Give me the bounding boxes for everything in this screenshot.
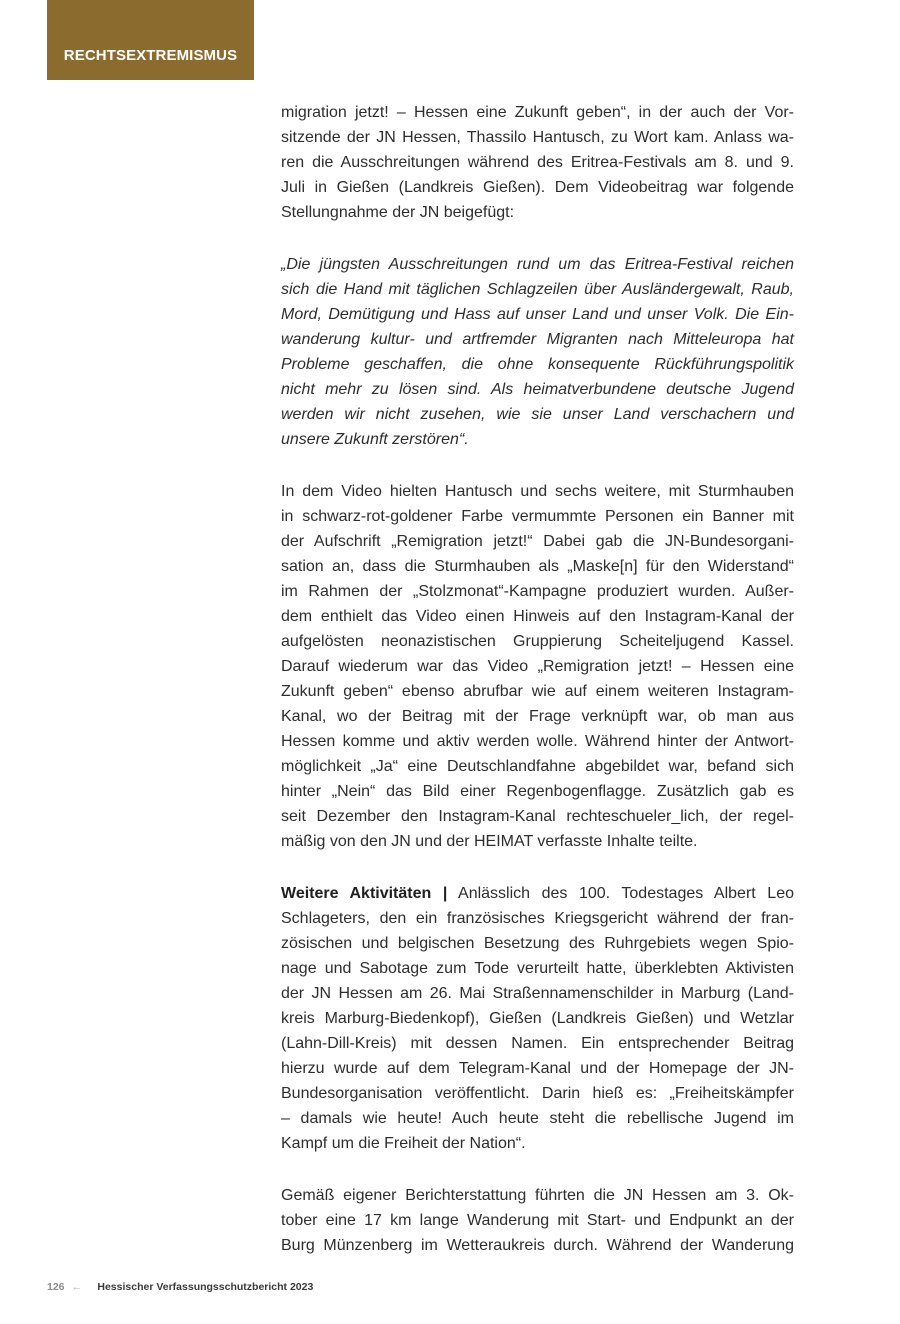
text-line: Gemäß eigener Berichterstattung führten die JN Hessen am 3. Ok- [281, 1187, 794, 1204]
page-footer [47, 1279, 313, 1295]
text-line: zösischen und belgischen Besetzung des Ruhrgebiets wegen Spio- [281, 935, 794, 952]
quote-line: Probleme geschaffen, die ohne konsequente Rückführungspolitik [281, 356, 794, 373]
text-line: Burg Münzenberg im Wetteraukreis durch. Während der Wanderung [281, 1237, 794, 1254]
quote-line: Mord, Demütigung und Hass auf unser Land und unser Volk. Die Ein- [281, 306, 794, 323]
text-line: tober eine 17 km lange Wanderung mit Start- und Endpunkt an der [281, 1212, 794, 1229]
text-line: sitzende der JN Hessen, Thassilo Hantusch, zu Wort kam. Anlass wa- [281, 129, 794, 146]
text-line: sation an, dass die Sturmhauben als „Maske[n] für den Widerstand“ [281, 558, 794, 575]
quote-paragraph [281, 252, 794, 452]
text-line: hierzu wurde auf dem Telegram-Kanal und der Homepage der JN- [281, 1060, 794, 1077]
text-line [281, 881, 794, 906]
text-line: im Rahmen der „Stolzmonat“-Kampagne produziert wurden. Außer- [281, 583, 794, 600]
quote-line: nicht mehr zu lösen sind. Als heimatverbundene deutsche Jugend [281, 381, 794, 398]
text-line: Juli in Gießen (Landkreis Gießen). Dem Videobeitrag war folgende [281, 179, 794, 196]
text-line: Kanal, wo der Beitrag mit der Frage verknüpft war, ob man aus [281, 708, 794, 725]
text-line: Stellungnahme der JN beigefügt: [281, 204, 515, 221]
text-line: Darauf wiederum war das Video „Remigration jetzt! – Hessen eine [281, 658, 794, 675]
quote-line: sich die Hand mit täglichen Schlagzeilen über Ausländergewalt, Raub, [281, 281, 794, 298]
quote-line: „Die jüngsten Ausschreitungen rund um das Eritrea-Festival reichen [281, 256, 794, 273]
paragraph-4 [281, 881, 794, 1156]
text-line: nage und Sabotage zum Tode verurteilt hatte, überklebten Aktivisten [281, 960, 794, 977]
text-line: (Lahn-Dill-Kreis) mit dessen Namen. Ein entsprechender Beitrag [281, 1035, 794, 1052]
text-line: der JN Hessen am 26. Mai Straßennamenschilder in Marburg (Land- [281, 985, 794, 1002]
paragraph-1 [281, 100, 794, 225]
body-text-column [281, 100, 794, 1285]
text-line: Hessen komme und aktiv werden wolle. Während hinter der Antwort- [281, 733, 794, 750]
text-line: Bundesorganisation veröffentlicht. Darin hieß es: „Freiheitskämpfer [281, 1085, 794, 1102]
publication-title: Hessischer Verfassungsschutzbericht 2023 [97, 1281, 314, 1293]
text-line: aufgelösten neonazistischen Gruppierung Scheiteljugend Kassel. [281, 633, 794, 650]
quote-line: wanderung kultur- und artfremder Migranten nach Mitteleuropa hat [281, 331, 794, 348]
text-line: seit Dezember den Instagram-Kanal rechteschueler_lich, der regel- [281, 808, 794, 825]
quote-line: unsere Zukunft zerstören“. [281, 431, 469, 448]
text-line: mäßig von den JN und der HEIMAT verfasste Inhalte teilte. [281, 833, 698, 850]
section-label: RECHTSEXTREMISMUS [63, 47, 238, 64]
text-line: hinter „Nein“ das Bild einer Regenbogenflagge. Zusätzlich gab es [281, 783, 794, 800]
text-line: In dem Video hielten Hantusch und sechs weitere, mit Sturmhauben [281, 483, 794, 500]
text-line: Kampf um die Freiheit der Nation“. [281, 1135, 526, 1152]
paragraph-5 [281, 1183, 794, 1258]
arrow-left-icon[interactable]: ← [71, 1281, 83, 1293]
page-number: 126 [47, 1281, 65, 1293]
text-line: der Aufschrift „Remigration jetzt!“ Dabei gab die JN-Bundesorgani- [281, 533, 794, 550]
text-line: möglichkeit „Ja“ eine Deutschlandfahne abgebildet war, befand sich [281, 758, 794, 775]
text-line: migration jetzt! – Hessen eine Zukunft geben“, in der auch der Vor- [281, 104, 794, 121]
text-line: – damals wie heute! Auch heute steht die rebellische Jugend im [281, 1110, 794, 1127]
text-line: Zukunft geben“ ebenso abrufbar wie auf einem weiteren Instagram- [281, 683, 794, 700]
text-line: ren die Ausschreitungen während des Eritrea-Festivals am 8. und 9. [281, 154, 794, 171]
text-line: Schlageters, den ein französisches Kriegsgericht während der fran- [281, 910, 794, 927]
text-line: in schwarz-rot-goldener Farbe vermummte Personen ein Banner mit [281, 508, 794, 525]
text-line: kreis Marburg-Biedenkopf), Gießen (Landkreis Gießen) und Wetzlar [281, 1010, 794, 1027]
paragraph-3 [281, 479, 794, 854]
run-in-heading: Weitere Aktivitäten | [281, 885, 448, 902]
quote-line: werden wir nicht zusehen, wie sie unser Land verschachern und [281, 406, 794, 423]
text-line: dem enthielt das Video einen Hinweis auf den Instagram-Kanal der [281, 608, 794, 625]
text-run: Anlässlich des 100. Todestages Albert Leo [447, 885, 794, 902]
section-tab [47, 0, 254, 80]
